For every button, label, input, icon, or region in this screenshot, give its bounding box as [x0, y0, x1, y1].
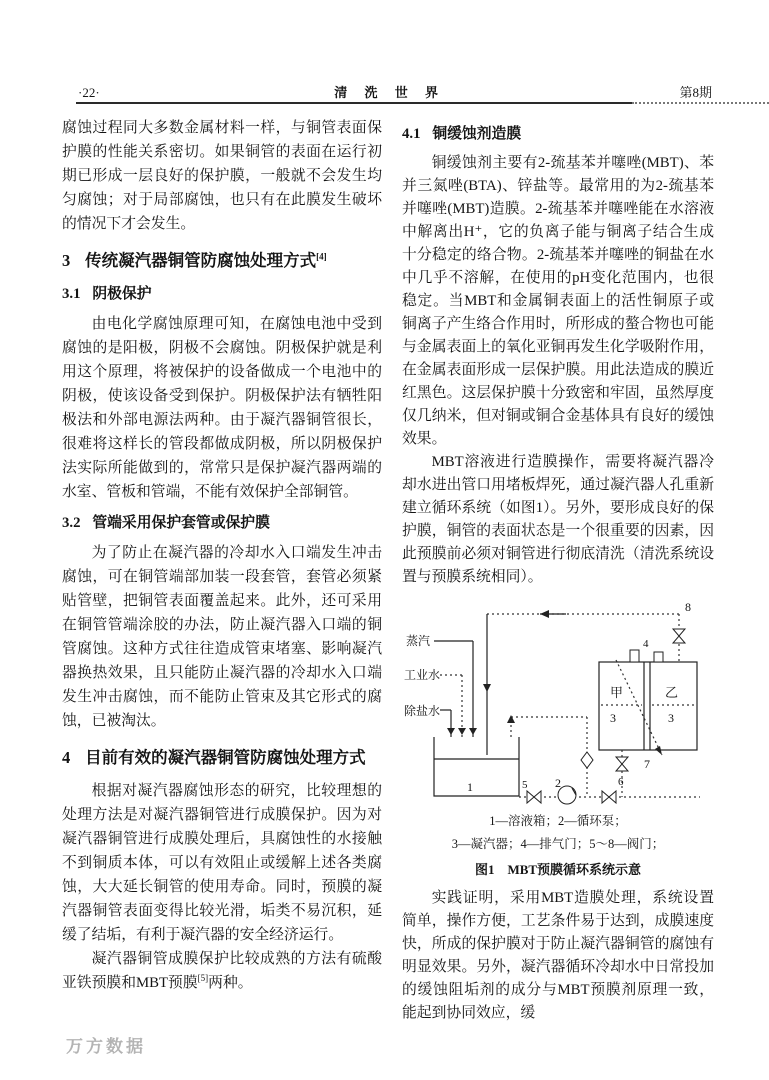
mbt-system-diagram: [404, 597, 712, 809]
right-column: [402, 116, 714, 1025]
header-rule: [76, 102, 632, 104]
two-column-body: [62, 116, 714, 1025]
vent-valve-label: 4: [643, 638, 649, 650]
paragraph-sleeve-protection: 为了防止在凝汽器的冷却水入口端发生冲击腐蚀，可在铜管端部加装一段套管，套管必须紧贴管壁，把铜管表面覆盖起来。此外，还可采用在铜管管端涂胶的办法，防止凝汽器入口端的铜管腐蚀。这种方式往往造成管束堵塞、影响凝汽器换热效果，且只能防止凝汽器的冷却水入口端发生冲击腐蚀，而不能防止管束及其它形式的腐蚀，已被淘汰。: [62, 545, 382, 729]
section-3-1-title: 阴极保护: [92, 286, 152, 302]
figure-caption-line2: 3—凝汽器；4—排气门；5～8—阀门；: [451, 837, 665, 851]
section-4-title: 目前有效的凝汽器铜管防腐蚀处理方式: [85, 748, 366, 767]
journal-title: 清 洗 世 界: [334, 85, 445, 100]
page-number: ·22·: [78, 85, 100, 100]
paragraph-cathodic-protection: 由电化学腐蚀原理可知，在腐蚀电池中受到腐蚀的是阳极，阴极不会腐蚀。阴极保护就是利用这个原理，将被保护的设备做成一个电池中的阴极，使该设备受到保护。阴极保护法有牺牲阳极法和外部电源法两种。由于凝汽器铜管很长，很难将这样长的管段都做成阴极，所以阴极保护法实际所能做到的，常常只是保护凝汽器两端的水室、管板和管端，不能有效保护全部铜管。: [62, 316, 382, 500]
reference-5: [5]: [197, 973, 209, 984]
paragraph-two-methods: [62, 947, 382, 995]
section-3-2-number: 3.2: [62, 515, 81, 531]
condenser-left-label: 甲: [610, 685, 624, 700]
valve-6-label: 6: [618, 776, 624, 788]
valve-5-label: 5: [522, 779, 528, 791]
paragraph-mbt-operation: MBT溶液进行造膜操作，需要将凝汽器冷却水进出管口用堵板焊死，通过凝汽器人孔重新建立循环系统（如图1）。另外，要形成良好的保护膜，铜管的表面状态是一个很重要的因素，因此预膜前必须对铜管进行彻底清洗（清洗系统设置与预膜系统相同）。: [402, 454, 714, 585]
section-3-number: 3: [62, 251, 71, 270]
steam-label: 蒸汽: [406, 634, 431, 648]
tube-bundle-left-label: 3: [610, 711, 616, 725]
reference-4: [4]: [316, 251, 327, 262]
section-4-heading: [62, 745, 382, 771]
section-4-1-number: 4.1: [402, 126, 421, 142]
valve-7-label: 7: [644, 757, 650, 771]
page-header: [78, 82, 712, 101]
section-4-1-title: 铜缓蚀剂造膜: [432, 126, 522, 142]
figure-caption-line1: 1—溶液箱；2—循环泵；: [489, 814, 627, 828]
figure-title: 图1 MBT预膜循环系统示意: [474, 862, 642, 877]
issue-number: 第8期: [679, 85, 712, 100]
header-rule-dotted: [632, 102, 769, 104]
tank-label: 1: [467, 780, 473, 794]
section-3-title: 传统凝汽器铜管防腐蚀处理方式: [85, 251, 317, 270]
demin-water-label: 除盐水: [404, 704, 441, 718]
condenser-right-label: 乙: [665, 685, 679, 700]
left-column: [62, 116, 382, 1025]
paragraph-continuation: 腐蚀过程同大多数金属材料一样，与铜管表面保护膜的性能关系密切。如果铜管的表面在运行初期已形成一层良好的保护膜，一般就不会发生均匀腐蚀；对于局部腐蚀，也只有在此膜发生破坏的情况下才会发生。: [62, 120, 382, 232]
section-3-2-heading: [62, 511, 382, 535]
paragraph-film-protection: 根据对凝汽器腐蚀形态的研究，比较理想的处理方法是对凝汽器铜管进行成膜保护。因为对凝汽器铜管进行成膜处理后，具腐蚀性的水接触不到铜质本体，可以有效阻止或缓解上述各类腐蚀，大大延长铜管的使用寿命。同时，预膜的凝汽器铜管表面变得比较光滑，垢类不易沉积，延缓了结垢，有利于凝汽器的安全经济运行。: [62, 783, 382, 943]
section-4-1-heading: [402, 123, 714, 146]
industrial-water-label: 工业水: [404, 668, 441, 682]
valve-8-label: 8: [685, 600, 691, 614]
tube-bundle-right-label: 3: [668, 711, 674, 725]
figure-1: [402, 597, 714, 881]
section-3-1-number: 3.1: [62, 286, 81, 302]
section-3-2-title: 管端采用保护套管或保护膜: [92, 515, 270, 531]
paragraph-two-methods-text: 凝汽器铜管成膜保护比较成熟的方法有硫酸亚铁预膜和MBT预膜: [62, 951, 382, 991]
paragraph-two-methods-end: 两种。: [208, 975, 253, 991]
section-3-1-heading: [62, 282, 382, 306]
pump-label: 2: [555, 776, 561, 790]
section-4-number: 4: [62, 748, 71, 767]
wanfang-watermark: 万方数据: [66, 1037, 146, 1056]
paragraph-mbt-chemistry: 铜缓蚀剂主要有2-巯基苯并噻唑(MBT)、苯并三氮唑(BTA)、锌盐等。最常用的为2-巯基苯并噻唑(MBT)造膜。2-巯基苯并噻唑能在水溶液中解离出H⁺，它的负离子能与铜离子结合生成十分稳定的络合物。2-巯基苯并噻唑的铜盐在水中几乎不溶解，在使用的pH变化范围内，也很稳定。当MBT和金属铜表面上的活性铜原子或铜离子产生络合作用时，所形成的螯合物也可能与金属表面上的氧化亚铜再发生化学吸附作用，在金属表面形成一层保护膜。用此法造成的膜近红黑色。这层保护膜十分致密和牢固，虽然厚度仅几纳米，但对铜或铜合金基体具有良好的缓蚀效果。: [402, 155, 714, 447]
section-3-heading: [62, 248, 382, 274]
paragraph-practice-results: 实践证明，采用MBT造膜处理，系统设置简单，操作方便，工艺条件易于达到，成膜速度快，所成的保护膜对于防止凝汽器铜管的腐蚀有明显效果。另外，凝汽器循环冷却水中日常投加的缓蚀阻垢剂的成分与MBT预膜剂原理一致，能起到协同效应，缓: [402, 890, 714, 1021]
